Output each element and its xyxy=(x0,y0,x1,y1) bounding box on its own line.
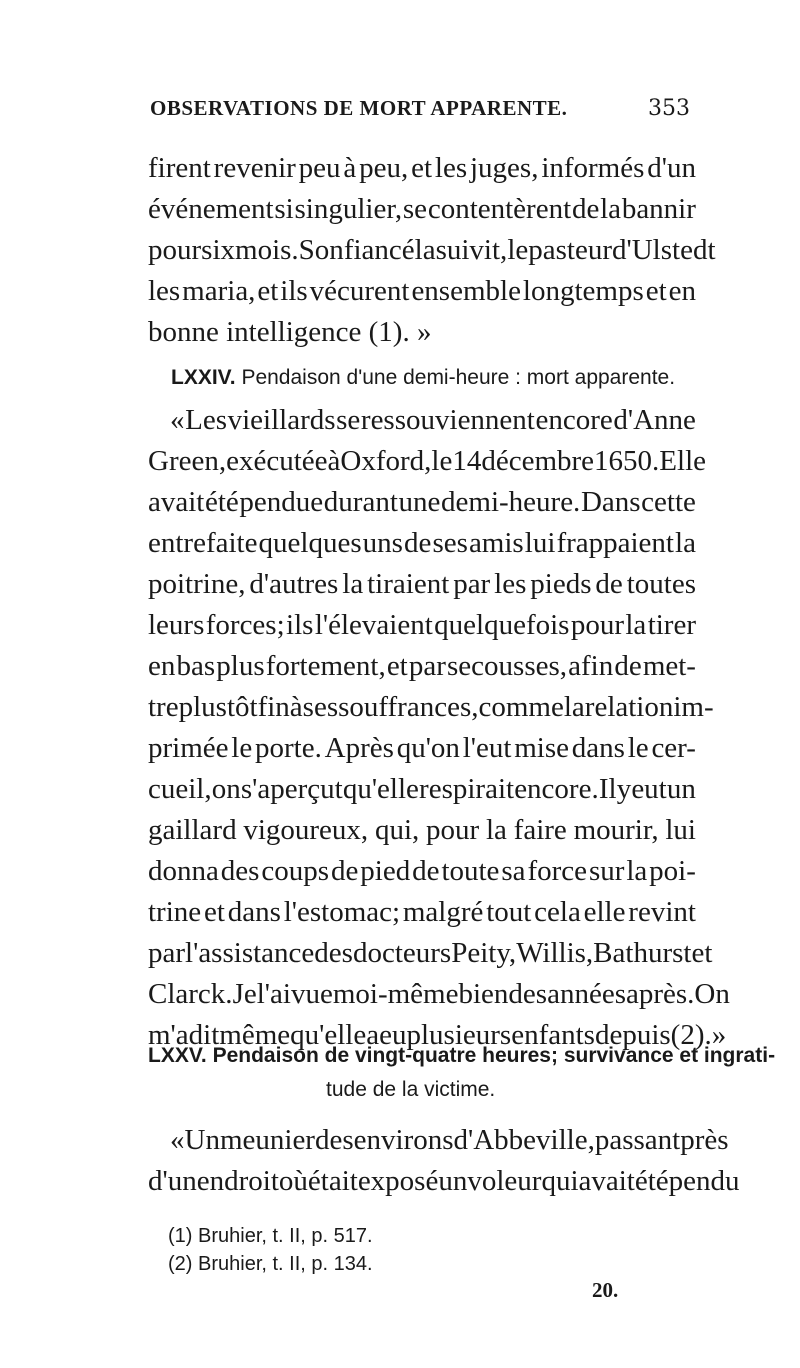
text-line: cueil, on s'aperçut qu'elle respirait encore. Il y eut un xyxy=(148,773,696,805)
text-line: Clarck. Je l'ai vue moi-même bien des années après. On xyxy=(148,978,730,1010)
section-heading-lxxv-continued xyxy=(326,1078,495,1102)
section-title-line: LXXV. Pendaison de vingt-quatre heures; survivance et ingrati- xyxy=(148,1044,776,1067)
text-line: poitrine, d'autres la tiraient par les pieds de toutes xyxy=(148,568,696,600)
page-number: 353 xyxy=(648,96,690,121)
footnote: (1) Bruhier, t. II, p. 517. xyxy=(168,1225,373,1247)
text-line: par l'assistance des docteurs Peity, Willis, Bathurst et xyxy=(148,937,713,969)
text-line: leurs forces; ils l'élevaient quelquefois pour la tirer xyxy=(148,609,696,641)
section-heading-lxxv xyxy=(148,1044,775,1068)
text-line: bonne intelligence (1). » xyxy=(148,316,432,348)
text-line: entrefaite quelques uns de ses amis lui frappaient la xyxy=(148,527,696,559)
text-line: en bas plus fortement, et par secousses, afin de met- xyxy=(148,650,696,682)
footnote: (2) Bruhier, t. II, p. 134. xyxy=(168,1253,373,1275)
text-line: Green, exécutée à Oxford, le 14 décembre 1650. Elle xyxy=(148,445,706,477)
text-line: trine et dans l'estomac; malgré tout cela elle revint xyxy=(148,896,696,928)
text-line: événement si singulier, se contentèrent de la bannir xyxy=(148,193,696,225)
text-line: « Les vieillards se ressouviennent encore d'Anne xyxy=(170,404,696,436)
section-heading-lxxiv xyxy=(171,366,675,390)
text-line: primée le porte. Après qu'on l'eut mise dans le cer- xyxy=(148,732,696,764)
text-line: pour six mois. Son fiancé la suivit, le pasteur d'Ulstedt xyxy=(148,234,716,266)
text-line: « Un meunier des environs d'Abbeville, passant près xyxy=(170,1124,729,1156)
text-line: firent revenir peu à peu, et les juges, informés d'un xyxy=(148,152,696,184)
footnotes xyxy=(168,1222,373,1278)
text-line: m'a dit même qu'elle a eu plusieurs enfants depuis (2). » xyxy=(148,1019,727,1051)
paragraph-continuation xyxy=(148,148,716,353)
text-line: gaillard vigoureux, qui, pour la faire mourir, lui xyxy=(148,814,696,846)
text-line: tre plus tôt fin à ses souffrances, comme la relation im- xyxy=(148,691,714,723)
text-line: avait été pendue durant une demi-heure. Dans cette xyxy=(148,486,696,518)
page-header xyxy=(150,96,690,130)
paragraph-anne-green xyxy=(148,400,730,1056)
section-title: Pendaison d'une demi-heure : mort apparente. xyxy=(241,366,676,389)
section-number: LXXIV. xyxy=(171,366,236,389)
paragraph-meunier xyxy=(148,1120,740,1202)
section-title-line: tude de la victime. xyxy=(326,1078,496,1101)
running-title: OBSERVATIONS DE MORT APPARENTE. xyxy=(150,96,568,120)
signature-mark: 20. xyxy=(592,1278,619,1302)
text-line: donna des coups de pied de toute sa force sur la poi- xyxy=(148,855,696,887)
text-line: les maria, et ils vécurent ensemble longtemps et en xyxy=(148,275,696,307)
text-line: d'un endroit où était exposé un voleur qui avait été pendu xyxy=(148,1165,740,1197)
